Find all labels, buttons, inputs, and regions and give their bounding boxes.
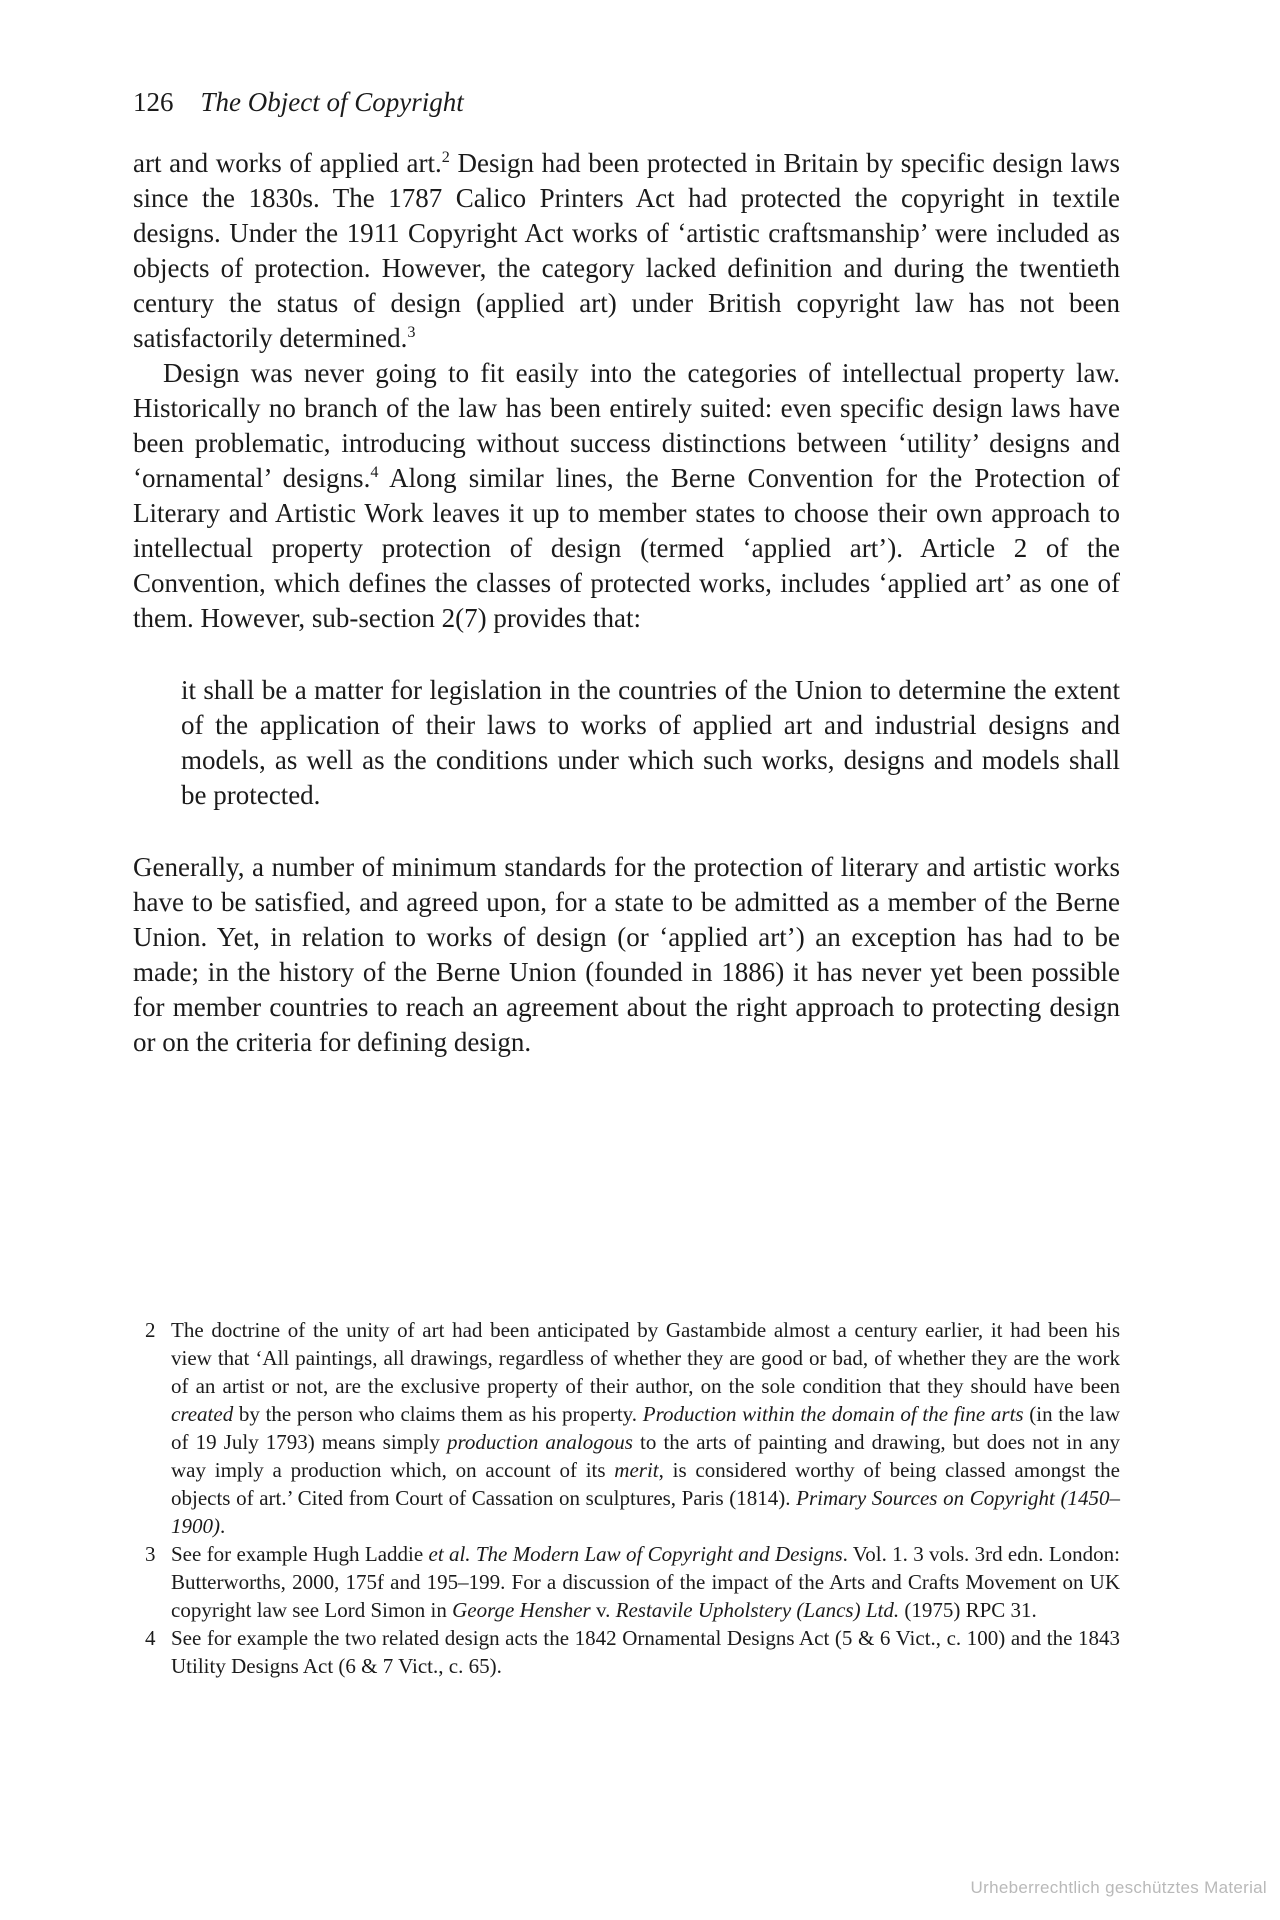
footnote-2	[133, 1316, 1120, 1540]
footnote-number: 4	[145, 1626, 156, 1650]
footnote-number: 2	[145, 1318, 156, 1342]
page-body	[133, 146, 1120, 1060]
footnote-text: See for example Hugh Laddie et al. The Modern Law of Copyright and Designs. Vol. 1. 3 vols. 3rd edn. London: Butterworths, 2000, 175f and 195–199. For a discussion of the impact of the Arts and Crafts Movement on UK copyright law see Lord Simon in George Hensher v. Restavile Upholstery (Lancs) Ltd. (1975) RPC 31.	[171, 1542, 1120, 1622]
paragraph-berne-union: Generally, a number of minimum standards for the protection of literary and artistic works have to be satisfied, and agreed upon, for a state to be admitted as a member of the Berne Union. Yet, in relation to works of design (or ‘applied art’) an exception has had to be made; in the history of the Berne Union (founded in 1886) it has never yet been possible for member countries to reach an agreement about the right approach to protecting design or on the criteria for defining design.	[133, 852, 1120, 1057]
footnote-number: 3	[145, 1542, 156, 1566]
paragraph-continued: art and works of applied art.$^2$ Design had been protected in Britain by specific design laws since the 1830s. The 1787 Calico Printers Act had protected the copyright in textile designs. Under the 1911 Copyright Act works of ‘artistic craftsmanship’ were included as objects of protection. However, the category lacked definition and during the twentieth century the status of design (applied art) under British copyright law has not been satisfactorily determined.$^3$	[133, 148, 1120, 353]
blockquote-berne-2-7: it shall be a matter for legislation in the countries of the Union to determine the extent of the application of their laws to works of applied art and industrial designs and models, as well as the conditions under which such works, designs and models shall be protected.	[181, 675, 1120, 810]
running-head	[133, 86, 464, 118]
footnote-text: See for example the two related design acts the 1842 Ornamental Designs Act (5 & 6 Vict., c. 100) and the 1843 Utility Designs Act (6 & 7 Vict., c. 65).	[171, 1626, 1120, 1678]
paragraph-design-categories: Design was never going to fit easily into the categories of intellectual property law. Historically no branch of the law has been entirely suited: even specific design laws have been problematic, introducing without success distinctions between ‘utility’ designs and ‘ornamental’ designs.$^4$ Along similar lines, the Berne Convention for the Protection of Literary and Artistic Work leaves it up to member states to choose their own approach to intellectual property protection of design (termed ‘applied art’). Article 2 of the Convention, which defines the classes of protected works, includes ‘applied art’ as one of them. However, sub-section 2(7) provides that:	[133, 358, 1120, 633]
copyright-watermark: Urheberrechtlich geschütztes Material	[970, 1878, 1267, 1897]
footnote-text: The doctrine of the unity of art had been anticipated by Gastambide almost a century earlier, it had been his view that ‘All paintings, all drawings, regardless of whether they are good or bad, of whether they are the work of an artist or not, are the exclusive property of their author, on the sole condition that they should have been created by the person who claims them as his property. Production within the domain of the fine arts (in the law of 19 July 1793) means simply production analogous to the arts of painting and drawing, but does not in any way imply a production which, on account of its merit, is considered worthy of being classed amongst the objects of art.’ Cited from Court of Cassation on sculptures, Paris (1814). Primary Sources on Copyright (1450–1900).	[171, 1318, 1120, 1538]
footnote-4	[133, 1624, 1120, 1680]
running-title: The Object of Copyright	[200, 87, 464, 117]
footnotes-section	[133, 1316, 1120, 1680]
footnote-3	[133, 1540, 1120, 1624]
page-number: 126	[133, 87, 174, 117]
